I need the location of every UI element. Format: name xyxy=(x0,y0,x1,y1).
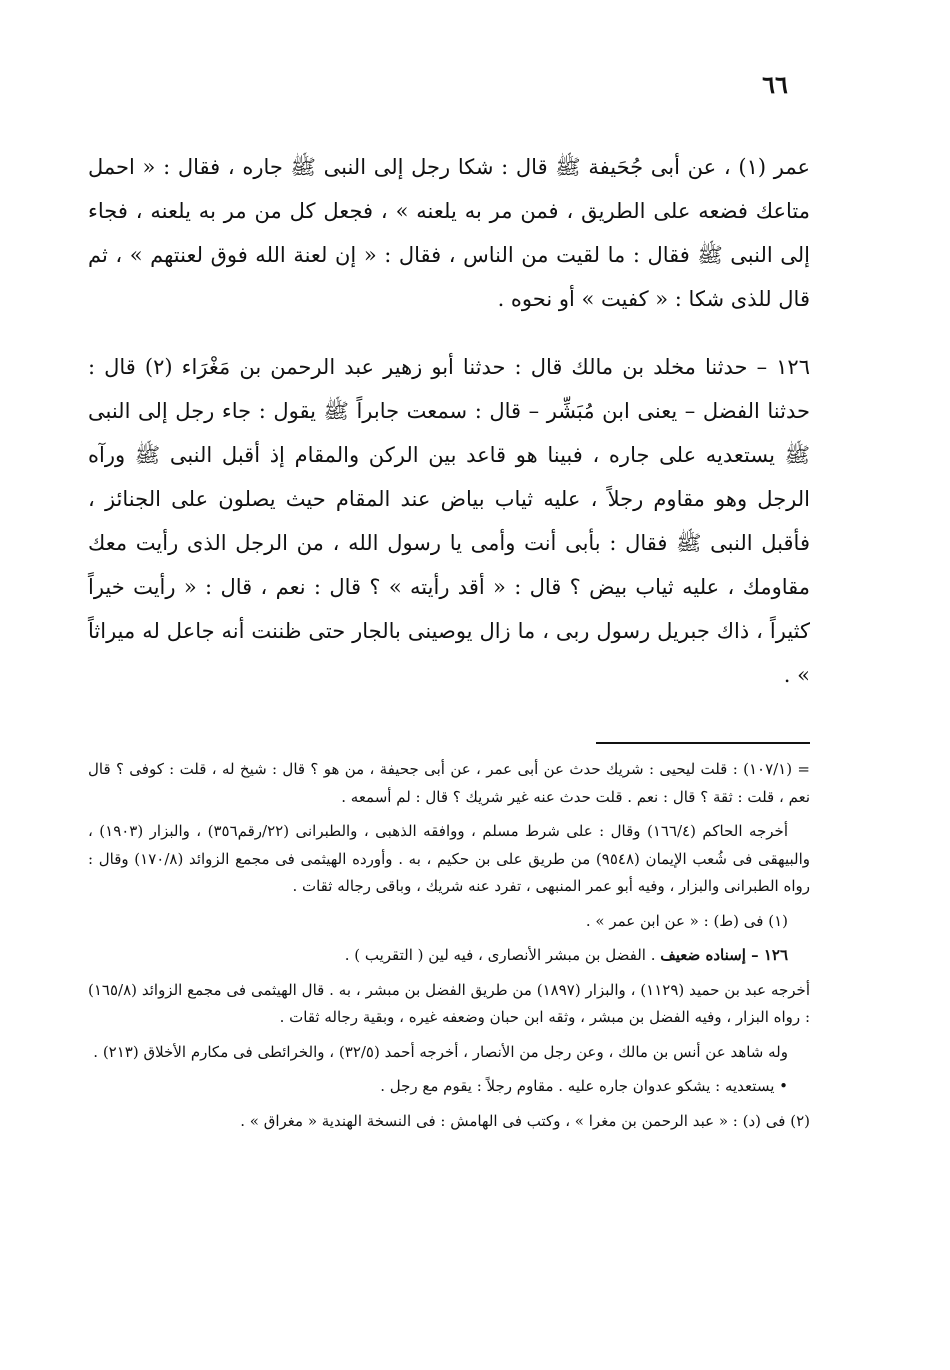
footnote-hadith-126-text: . الفضل بن مبشر الأنصارى ، فيه لين ( التقريب ) . xyxy=(344,946,656,964)
footnote-1: (١) فى (ط) : « عن ابن عمر » . xyxy=(585,911,788,930)
main-paragraph-1: عمر (١) ، عن أبى جُحَيفة ﷺ قال : شكا رجل إلى النبى ﷺ جاره ، فقال : « احمل متاعك فضعه على الطريق ، فمن مر به يلعنه » ، فجعل كل من مر به يلعنه ، فجاء إلى النبى ﷺ فقال : ما لقيت من الناس ، فقال : « إن لعنة الله فوق لعنتهم » ، ثم قال للذى شكا : « كفيت » أو نحوه . xyxy=(88,155,810,311)
footnote-hadith-126-grade: ١٢٦ – إسناده ضعيف xyxy=(660,946,788,964)
footnote-takhrij-1: أخرجه الحاكم (١٦٦/٤) وقال : على شرط مسلم ، ووافقه الذهبى ، والطبرانى (٢٢/رقم٣٥٦) ، والبزار (١٩٠٣) ، والبيهقى فى شُعب الإيمان (٩٥٤٨) من طريق على بن حكيم ، به . وأورده الهيثمى فى مجمع الزوائد (١٧٠/٨) وقال : رواه الطبرانى والبزار ، وفيه أبو عمر المنبهى ، تفرد عنه شريك ، وباقى رجاله ثقات . xyxy=(88,822,810,895)
footnote-2: (٢) فى (د) : « عبد الرحمن بن مغرا » ، وكتب فى الهامش : فى النسخة الهندية « مغراق » . xyxy=(240,1111,810,1130)
footnotes xyxy=(88,756,810,1135)
footnote-hadith-126 xyxy=(88,942,810,970)
footnote-continuation: = (١٠٧/١) : قلت ليحيى : شريك حدث عن أبى عمر ، عن أبى جحيفة ، من هو ؟ قال : شيخ له ، قلت : كوفى ؟ قال نعم ، قلت : ثقة ؟ قال : نعم . قلت حدث عنه غير شريك ؟ قال : لم أسمعه . xyxy=(88,760,810,806)
footnote-divider xyxy=(596,742,810,744)
footnote-shahid: وله شاهد عن أنس بن مالك ، وعن رجل من الأنصار ، أخرجه أحمد (٣٢/٥) ، والخرائطى فى مكارم الأخلاق (٢١٣) . xyxy=(93,1042,788,1061)
main-text xyxy=(88,145,810,697)
footnote-takhrij-126: أخرجه عبد بن حميد (١١٢٩) ، والبزار (١٨٩٧) من طريق الفضل بن مبشر ، به . قال الهيثمى فى مجمع الزوائد (١٦٥/٨) : رواه البزار ، وفيه الفضل بن مبشر ، وثقه ابن حبان وضعفه غيره ، وبقية رجاله ثقات . xyxy=(88,980,810,1026)
main-paragraph-126: ١٢٦ – حدثنا مخلد بن مالك قال : حدثنا أبو زهير عبد الرحمن بن مَغْرَاء (٢) قال : حدثنا الفضل – يعنى ابن مُبَشِّر – قال : سمعت جابراً ﷺ يقول : جاء رجل إلى النبى ﷺ يستعديه على جاره ، فبينا هو قاعد بين الركن والمقام إذ أقبل النبى ﷺ ورآه الرجل وهو مقاوم رجلاً ، عليه ثياب بياض عند المقام حيث يصلون على الجنائز ، فأقبل النبى ﷺ فقال : بأبى أنت وأمى يا رسول الله ، من الرجل الذى رأيت معك مقاومك ، عليه ثياب بيض ؟ قال : « أقد رأيته » ؟ قال : نعم ، قال : « رأيت خيراً كثيراً ، ذاك جبريل رسول ربى ، ما زال يوصينى بالجار حتى ظننت أنه جاعل له ميراثاً » . xyxy=(88,355,810,687)
footnote-glossary: • يستعديه : يشكو عدوان جاره عليه . مقاوم رجلاً : يقوم مع رجل . xyxy=(380,1077,788,1095)
page-number: ٦٦ xyxy=(762,70,788,99)
